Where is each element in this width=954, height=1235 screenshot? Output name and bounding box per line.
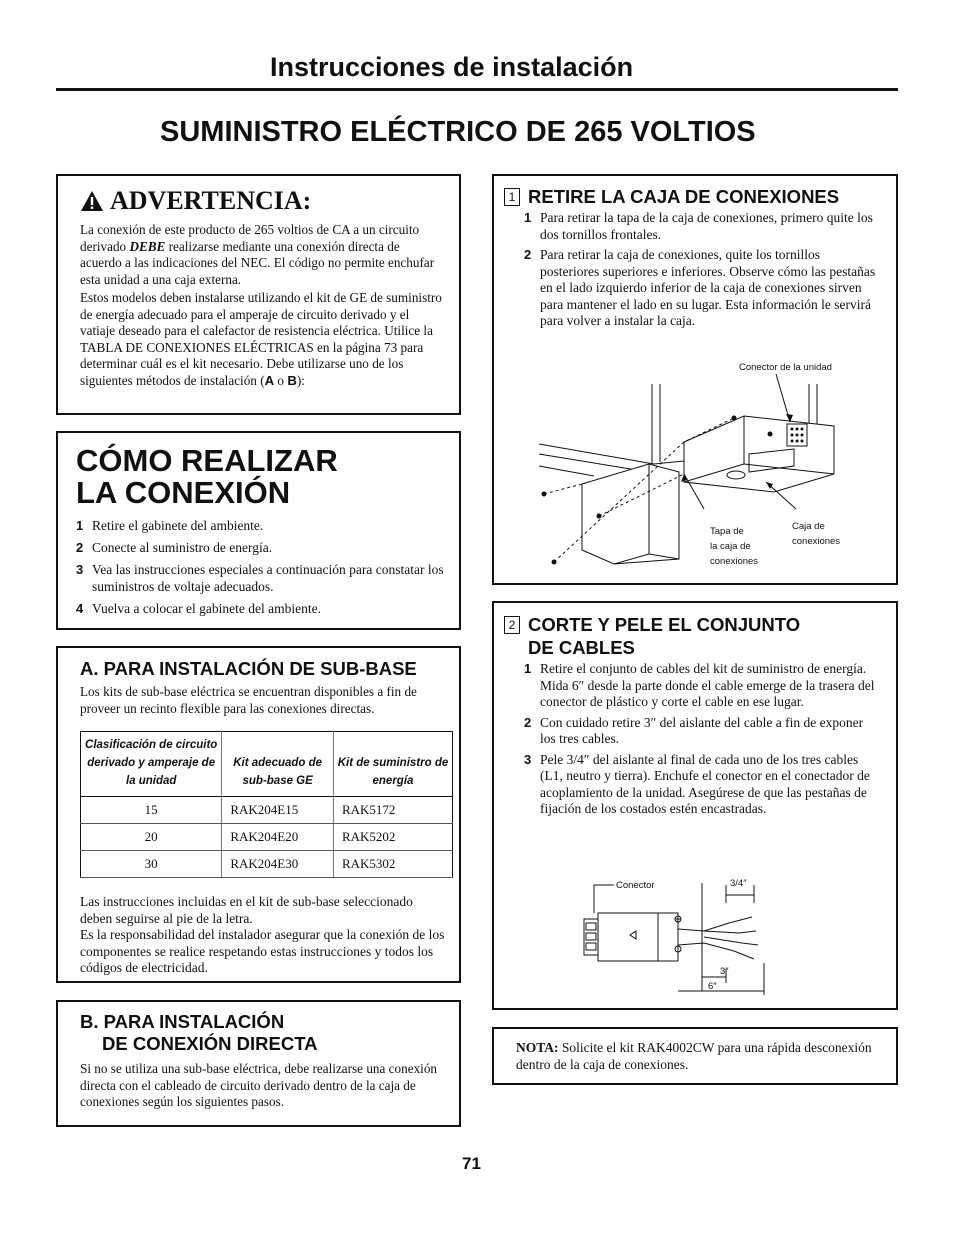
list-item: 3 Pele 3/4″ del aislante al final de cada uno de los tres cables (L1, neutro y tierra). Enchufe el conector en el conectador de acoplamiento de la unidad. Asegúrese de que las pestañas de fijación de los costados estén encastradas.	[524, 751, 870, 816]
page-number: 71	[462, 1154, 481, 1173]
list-item: 2 Con cuidado retire 3″ del aislante del cable a fin de exponer los tres cables.	[524, 714, 864, 746]
warning-box	[56, 174, 461, 415]
how-to-connect-title: CÓMO REALIZAR LA CONEXIÓN	[76, 443, 338, 510]
direct-text: Si no se utiliza una sub-base eléctrica, debe realizarse una conexión directa con el cableado de circuito derivado dentro de la caja de conexiones según los siguientes pasos.	[80, 1061, 438, 1109]
diagram-label-connector: Conector de la unidad	[739, 362, 832, 373]
how-steps-list	[76, 517, 445, 617]
step2-heading: 2 CORTE Y PELE EL CONJUNTO DE CABLES	[502, 613, 882, 659]
subbase-box	[56, 646, 461, 983]
table-header: Clasificación de circuito derivado y amperaje de la unidad	[81, 732, 222, 797]
note-box	[492, 1027, 898, 1085]
subbase-heading: A. PARA INSTALACIÓN DE SUB-BASE	[80, 658, 417, 679]
table-row: 30 RAK204E30 RAK5302	[81, 851, 453, 878]
list-item: 4 Vuelva a colocar el gabinete del ambiente.	[76, 601, 321, 616]
warning-heading-text: ADVERTENCIA:	[110, 186, 312, 215]
diagram-label-box-1: Caja de	[792, 521, 825, 532]
step2-box	[492, 601, 898, 1010]
diagram-label-cover-3: conexiones	[710, 556, 759, 567]
warning-paragraph-2: Estos modelos deben instalarse utilizando el kit de GE de suministro de energía adecuado para el amperaje de circuito derivado y el vatiaje deseado para el calefactor de resistencia eléctrica. Utilice la TABLA DE CONEXIONES ELÉCTRICAS en la página 73 para determinar cuál es el kit necesario. Debe utilizarse uno de los siguientes métodos de instalación (A o B):	[80, 290, 442, 388]
subbase-intro: Los kits de sub-base eléctrica se encuentran disponibles a fin de proveer un recinto flexible para las conexiones directas.	[80, 684, 417, 716]
step1-list	[524, 210, 882, 330]
cable-label-three: 3″	[720, 966, 729, 977]
warning-paragraph-1: La conexión de este producto de 265 voltios de CA a un circuito derivado DEBE realizarse mediante una conexión directa de acuerdo a las indicaciones del NEC. El código no permite enchufar esta unidad a una caja externa.	[80, 222, 435, 287]
section-title: SUMINISTRO ELÉCTRICO DE 265 VOLTIOS	[160, 116, 756, 148]
cable-label-three-quarter: 3/4″	[730, 878, 747, 889]
direct-connection-box	[56, 1000, 461, 1127]
list-item: 3 Vea las instrucciones especiales a continuación para constatar los suministros de voltaje adecuados.	[76, 562, 444, 594]
table-row: 20 RAK204E20 RAK5202	[81, 824, 453, 851]
subbase-outro-1: Las instrucciones incluidas en el kit de sub-base seleccionado deben seguirse al pie de la letra.	[80, 894, 413, 926]
warning-heading	[80, 186, 443, 216]
diagram-label-box-2: conexiones	[792, 536, 841, 547]
how-to-connect-box	[56, 431, 461, 630]
subbase-outro-2: Es la responsabilidad del instalador asegurar que la conexión de los componentes se realice respetando estas instrucciones y todos los códigos de electricidad.	[80, 927, 445, 975]
note-text: NOTA: Solicite el kit RAK4002CW para una rápida desconexión dentro de la caja de conexiones.	[516, 1040, 872, 1072]
step2-list	[524, 661, 882, 818]
list-item: 1 Retire el conjunto de cables del kit de suministro de energía. Mida 6″ desde la parte donde el cable emerge de la trasera del conector de plástico y corte el cable en ese lugar.	[524, 661, 875, 709]
page-header-title: Instrucciones de instalación	[270, 52, 634, 82]
step1-heading: 1 RETIRE LA CAJA DE CONEXIONES	[502, 185, 882, 208]
step-number-badge: 2	[504, 616, 520, 634]
direct-heading: B. PARA INSTALACIÓN DE CONEXIÓN DIRECTA	[80, 1011, 318, 1054]
step-number-badge: 1	[504, 188, 520, 206]
table-header: Kit adecuado de sub-base GE	[222, 732, 334, 797]
cable-label-six: 6″	[708, 981, 717, 992]
cable-label-connector: Conector	[616, 880, 655, 891]
diagram-label-cover-1: Tapa de	[710, 526, 744, 537]
table-row: 15 RAK204E15 RAK5172	[81, 797, 453, 824]
junction-box-diagram	[534, 354, 884, 576]
table-header: Kit de suministro de energía	[333, 732, 452, 797]
cable-diagram	[574, 873, 774, 1001]
list-item: 2 Para retirar la caja de conexiones, quite los tornillos posteriores superiores e inferiores. Observe cómo las pestañas en el lado izquierdo inferior de la caja de conexiones sirven para mantener el lado en su lugar. Esta información le servirá para volver a instalar la caja.	[524, 247, 876, 328]
header-rule	[56, 88, 898, 91]
warning-triangle-icon	[80, 190, 104, 212]
list-item: 1 Retire el gabinete del ambiente.	[76, 518, 264, 533]
kit-table	[80, 731, 453, 878]
step1-box	[492, 174, 898, 585]
diagram-label-cover-2: la caja de	[710, 541, 751, 552]
list-item: 2 Conecte al suministro de energía.	[76, 540, 273, 555]
list-item: 1 Para retirar la tapa de la caja de conexiones, primero quite los dos tornillos frontales.	[524, 210, 873, 242]
